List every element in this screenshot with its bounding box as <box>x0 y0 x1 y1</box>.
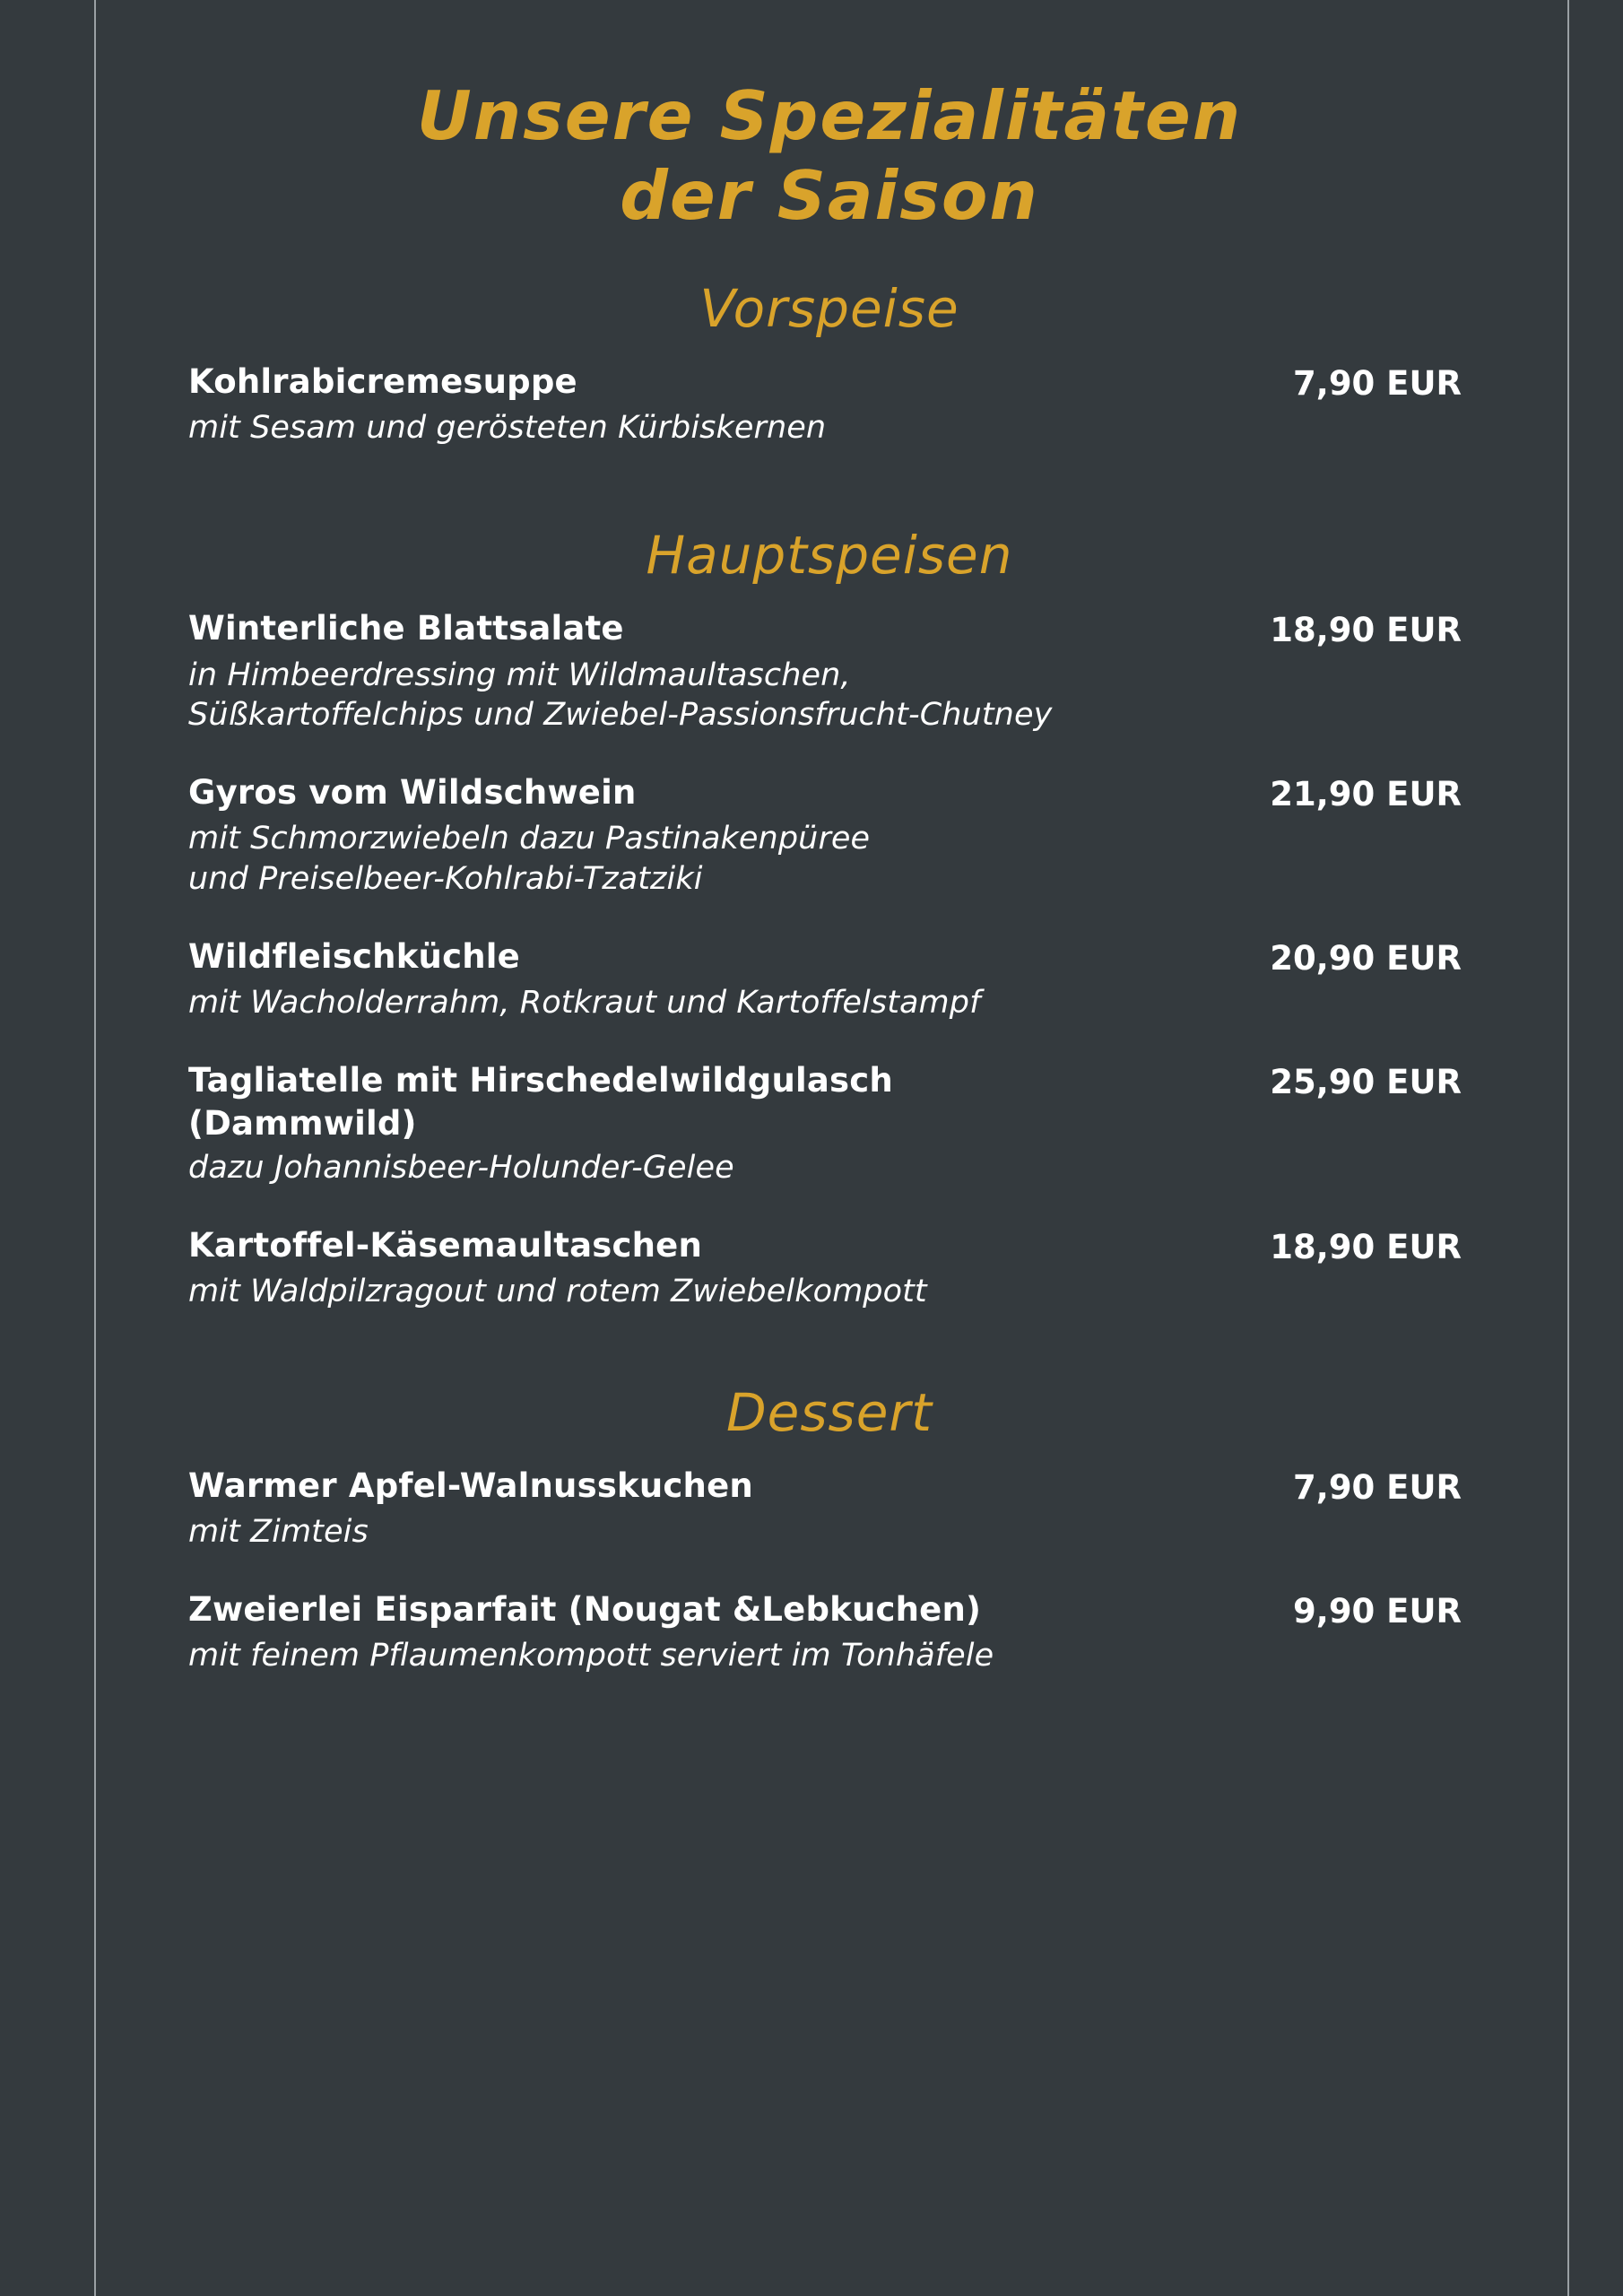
menu-item-head <box>188 771 1471 815</box>
menu-item-description-line: mit Wacholderrahm, Rotkraut und Kartoffelstampf <box>188 985 981 1022</box>
menu-item-head <box>188 361 1471 404</box>
menu-item-price: 20,90 EUR <box>1270 939 1462 978</box>
menu-content <box>94 0 1569 2296</box>
menu-item-description <box>188 1272 1471 1312</box>
menu-item <box>188 1588 1471 1676</box>
menu-item-name: Warmer Apfel-Walnusskuchen <box>188 1465 753 1505</box>
menu-item <box>188 607 1471 735</box>
menu-item-name: Tagliatelle mit Hirschedelwildgulasch (Dammwild) <box>188 1061 893 1143</box>
menu-item <box>188 1059 1471 1188</box>
menu-item-head <box>188 607 1471 651</box>
menu-item-head <box>188 1465 1471 1509</box>
menu-item-description <box>188 408 1471 448</box>
section-items-dessert <box>188 1465 1471 1676</box>
title-line-1: Unsere Spezialitäten <box>416 76 1243 155</box>
page-title <box>188 0 1471 235</box>
menu-item-description-line: mit feinem Pflaumenkompott serviert im Tonhäfele <box>188 1638 994 1674</box>
menu-item-name: Kohlrabicremesuppe <box>188 362 577 401</box>
menu-item-price: 18,90 EUR <box>1270 611 1462 650</box>
section-items-vorspeise <box>188 361 1471 448</box>
menu-item <box>188 771 1471 900</box>
menu-item-name: Zweierlei Eisparfait (Nougat &Lebkuchen) <box>188 1590 982 1630</box>
menu-item-description-line: mit Zimteis <box>188 1514 369 1551</box>
section-items-hauptspeisen <box>188 607 1471 1312</box>
section-heading-hauptspeisen: Hauptspeisen <box>646 525 1013 587</box>
menu-item-price: 7,90 EUR <box>1293 1467 1462 1507</box>
title-line-2: der Saison <box>620 155 1039 235</box>
menu-item-price: 18,90 EUR <box>1270 1227 1462 1266</box>
menu-item-description <box>188 656 1471 736</box>
menu-item-head <box>188 1224 1471 1268</box>
menu-item-head <box>188 1059 1471 1144</box>
menu-item-head <box>188 935 1471 979</box>
menu-item <box>188 935 1471 1023</box>
menu-item-description <box>188 983 1471 1023</box>
menu-item-price: 21,90 EUR <box>1270 775 1462 814</box>
menu-item-description-line: in Himbeerdressing mit Wildmaultaschen, <box>188 657 851 693</box>
menu-item-description <box>188 1512 1471 1552</box>
menu-item-price: 7,90 EUR <box>1293 364 1462 403</box>
menu-item <box>188 361 1471 448</box>
section-heading-vorspeise: Vorspeise <box>699 278 959 339</box>
menu-item-description-line: mit Sesam und gerösteten Kürbiskernen <box>188 410 827 447</box>
menu-item-name: Wildfleischküchle <box>188 937 520 977</box>
menu-item-description <box>188 1636 1471 1676</box>
menu-item-price: 25,90 EUR <box>1270 1063 1462 1102</box>
menu-item <box>188 1465 1471 1552</box>
menu-item-description-line: dazu Johannisbeer-Holunder-Gelee <box>188 1149 734 1186</box>
menu-item-price: 9,90 EUR <box>1293 1592 1462 1631</box>
menu-item-name: Gyros vom Wildschwein <box>188 773 637 813</box>
menu-item-description <box>188 819 1471 900</box>
menu-item-head <box>188 1588 1471 1632</box>
menu-item-description-line: und Preiselbeer-Kohlrabi-Tzatziki <box>188 861 703 898</box>
menu-item-name: Winterliche Blattsalate <box>188 609 624 648</box>
menu-item-description-line: mit Schmorzwiebeln dazu Pastinakenpüree <box>188 821 871 857</box>
menu-item-description-line: Süßkartoffelchips und Zwiebel-Passionsfrucht-Chutney <box>188 697 1053 734</box>
menu-item-description-line: mit Waldpilzragout und rotem Zwiebelkompott <box>188 1274 927 1310</box>
menu-item <box>188 1224 1471 1312</box>
menu-item-description <box>188 1148 1471 1188</box>
menu-item-name: Kartoffel-Käsemaultaschen <box>188 1225 703 1265</box>
section-heading-dessert: Dessert <box>725 1381 933 1443</box>
